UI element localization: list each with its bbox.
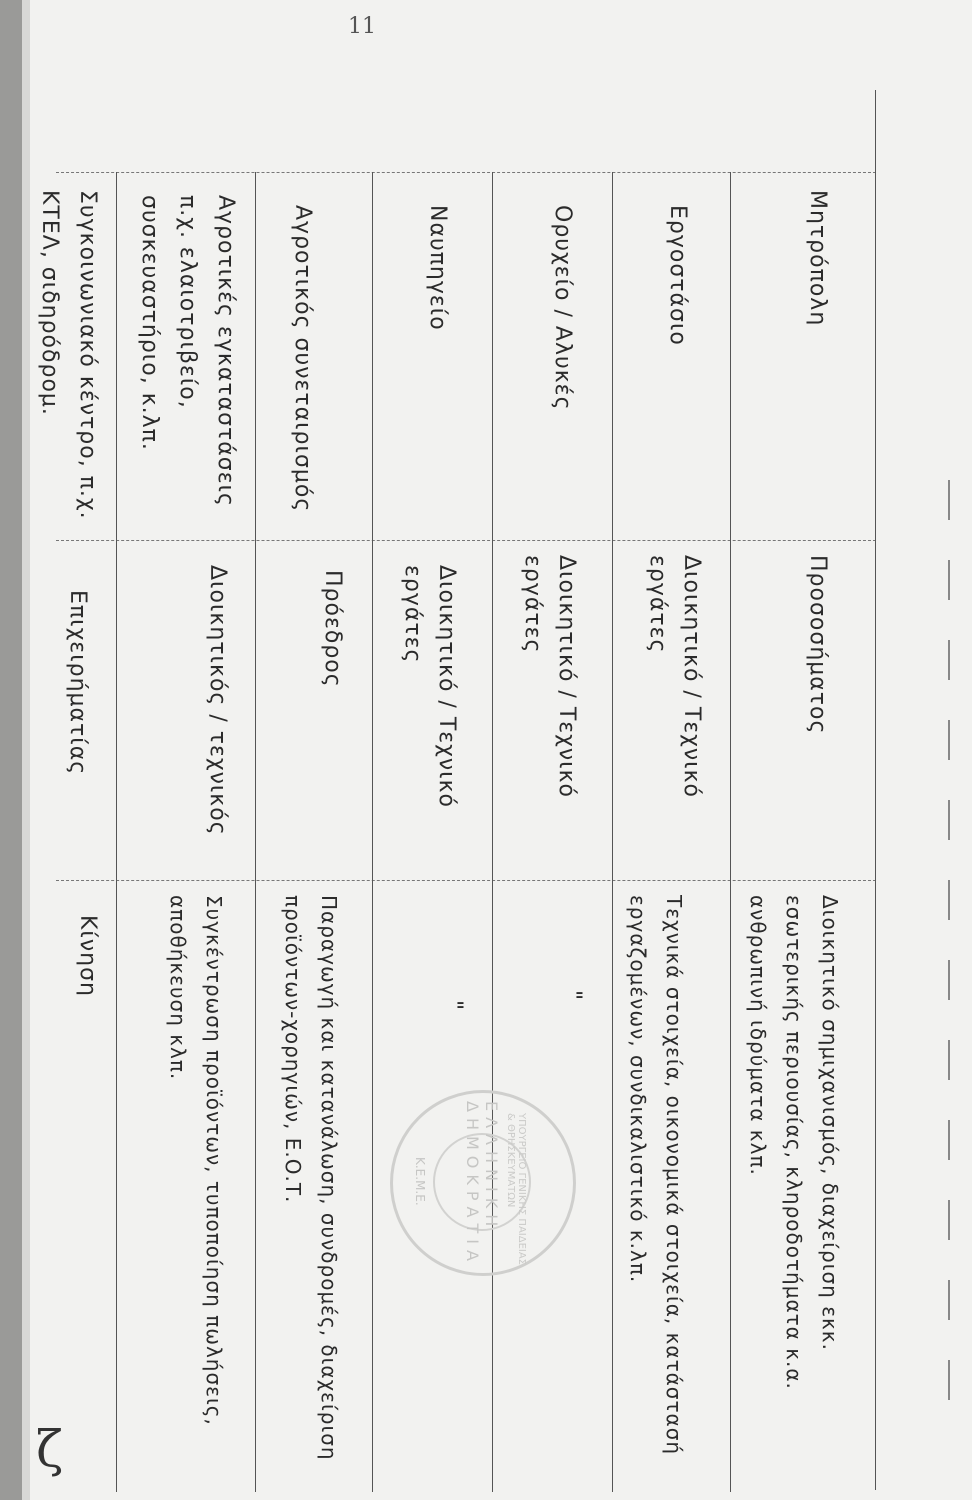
binding-shadow — [0, 0, 22, 1500]
row5-contact: Πρόεδρος — [320, 570, 345, 688]
row2-records: Τεχνικά στοιχεία, οικονομικά στοιχεία, κατάστασή εργαζομένων, συνδικαλιστικό κ.λπ. — [626, 895, 686, 1456]
row4-records: " — [441, 1000, 466, 1012]
column-rule-2 — [56, 880, 876, 881]
row4-institution: Ναυπηγείο — [425, 205, 450, 331]
row6-records: Συγκέντρωση προϊόντων, τυποποίηση πωλήσεις, αποθήκευση κλπ. — [166, 895, 226, 1426]
row7-contact: Επιχειρήματίας — [65, 590, 90, 776]
seal-title: ΕΛΛΗΝΙΚΗ ΔΗΜΟΚΡΑΤΙΑ — [463, 1101, 501, 1267]
row3-institution: Ορυχείο / Αλυκές — [550, 205, 575, 411]
fold-mark — [934, 560, 950, 600]
row4-contact: Διοικητικό / Τεχνικό εργάτες — [400, 565, 459, 809]
seal-code: Κ.Ε.Μ.Ε. — [413, 1157, 427, 1206]
fold-mark — [934, 480, 950, 520]
table-right-border — [875, 90, 876, 1490]
fold-mark — [934, 1040, 950, 1080]
fold-mark — [934, 640, 950, 680]
row-divider-3 — [492, 172, 493, 1492]
right-margin — [912, 0, 972, 1500]
fold-mark — [934, 1200, 950, 1240]
row7-records: Κίνηση — [75, 915, 100, 997]
fold-mark — [934, 800, 950, 840]
row7-institution: Συγκοινωνιακό κέντρο, π.χ. ΚΤΕΛ, σιδηρόδρομ. — [37, 190, 100, 520]
fold-mark — [934, 1280, 950, 1320]
row5-institution: Αγροτικός συνεταιρισμός — [290, 205, 315, 513]
row-divider-2 — [612, 172, 613, 1492]
fold-mark — [934, 1360, 950, 1400]
row1-institution: Μητρόπολη — [805, 190, 830, 327]
margin-handwritten-mark: ζ — [36, 1420, 64, 1478]
row3-contact: Διοικητικό / Τεχνικό εργάτες — [520, 555, 579, 799]
row-divider-5 — [255, 172, 256, 1492]
row1-records: Διοικητικό σημιχανισμός, διαχείριση εκκ. εσωτερικής περιουσίας, κληροδοτήματα κ.α. ανθρωπινή ιδρύματα κλπ. — [746, 895, 842, 1390]
page-number: 11 — [348, 14, 376, 39]
fold-mark — [934, 1120, 950, 1160]
row-divider-4 — [372, 172, 373, 1492]
row2-contact: Διοικητικό / Τεχνικό εργάτες — [645, 555, 704, 799]
binding-edge — [22, 0, 30, 1500]
official-seal — [390, 1090, 576, 1276]
column-rule-1 — [56, 540, 876, 541]
table-top-rule — [56, 172, 876, 173]
row5-records: Παραγωγή και κατανάλωση, συνδρομές, διαχείριση προϊόντων-χορηγιών, Ε.Ο.Τ. — [281, 895, 341, 1461]
row6-institution: Αγροτικές εγκαταστάσεις π.χ. ελαιοτριβείο, συσκευαστήριο, κ.λπ. — [137, 195, 238, 507]
seal-subtitle: ΥΠΟΥΡΓΕΙΟ ΓΕΝΙΚΗΣ ΠΑΙΔΕΙΑΣ & ΘΡΗΣΚΕΥΜΑΤΩΝ — [505, 1113, 527, 1265]
fold-mark — [934, 880, 950, 920]
fold-mark — [934, 960, 950, 1000]
row-divider-1 — [730, 172, 731, 1492]
row6-contact: Διοικητικός / τεχνικός — [205, 565, 230, 836]
row3-records: " — [560, 990, 585, 1002]
row1-contact: Προσοσήματος — [805, 555, 830, 735]
fold-mark — [934, 720, 950, 760]
row2-institution: Εργοστάσιο — [665, 205, 690, 346]
row-divider-6 — [116, 172, 117, 1492]
